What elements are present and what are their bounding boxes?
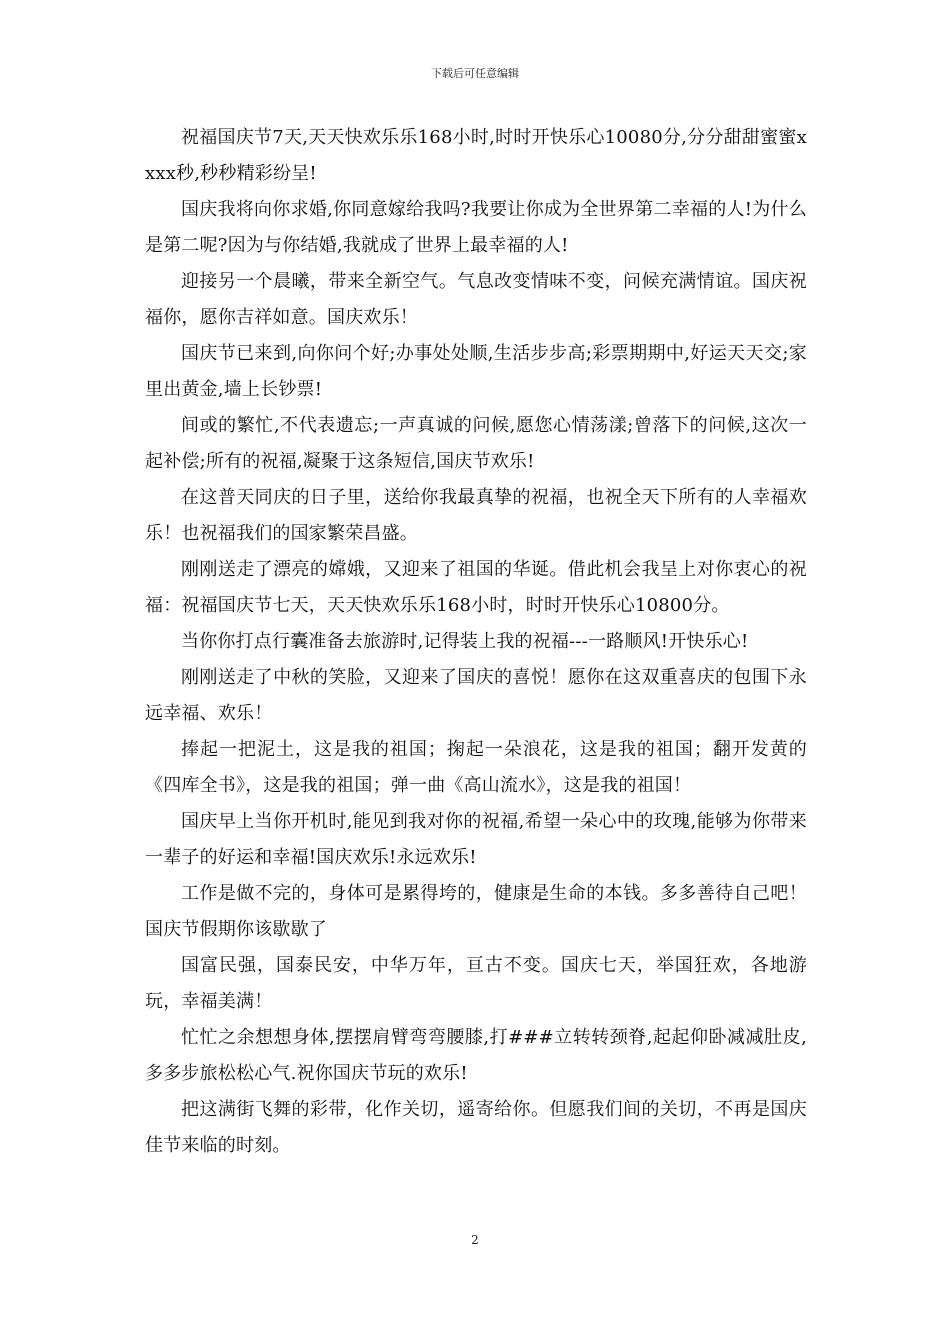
page-header: 下载后可任意编辑 xyxy=(431,67,519,80)
paragraph: 把这满街飞舞的彩带，化作关切，遥寄给你。但愿我们间的关切，不再是国庆佳节来临的时刻。 xyxy=(145,1099,807,1156)
paragraph: 当你你打点行囊准备去旅游时,记得装上我的祝福---一路顺风!开快乐心! xyxy=(181,631,749,652)
paragraph: 祝福国庆节7天,天天快欢乐乐168小时,时时开快乐心10080分,分分甜甜蜜蜜xxxx秒,秒秒精彩纷呈! xyxy=(145,127,807,184)
paragraph: 工作是做不完的，身体可是累得垮的，健康是生命的本钱。多多善待自己吧！国庆节假期你该歇歇了 xyxy=(145,883,807,940)
paragraph: 国庆早上当你开机时,能见到我对你的祝福,希望一朵心中的玫瑰,能够为你带来一辈子的好运和幸福!国庆欢乐!永远欢乐! xyxy=(145,811,807,868)
paragraph: 在这普天同庆的日子里，送给你我最真挚的祝福，也祝全天下所有的人幸福欢乐！也祝福我们的国家繁荣昌盛。 xyxy=(145,487,807,544)
paragraph: 忙忙之余想想身体,摆摆肩臂弯弯腰膝,打###立转转颈脊,起起仰卧减减肚皮,多多步旅松松心气.祝你国庆节玩的欢乐! xyxy=(145,1027,807,1084)
paragraph: 国庆节已来到,向你问个好;办事处处顺,生活步步高;彩票期期中,好运天天交;家里出黄金,墙上长钞票! xyxy=(145,343,807,400)
paragraph: 刚刚送走了中秋的笑脸，又迎来了国庆的喜悦！愿你在这双重喜庆的包围下永远幸福、欢乐！ xyxy=(145,667,807,724)
paragraph: 刚刚送走了漂亮的嫦娥，又迎来了祖国的华诞。借此机会我呈上对你衷心的祝福：祝福国庆节七天，天天快欢乐乐168小时，时时开快乐心10800分。 xyxy=(145,559,807,616)
document-body xyxy=(145,120,807,1164)
paragraph: 国庆我将向你求婚,你同意嫁给我吗?我要让你成为全世界第二幸福的人!为什么是第二呢?因为与你结婚,我就成了世界上最幸福的人! xyxy=(145,199,807,256)
paragraph: 间或的繁忙,不代表遗忘;一声真诚的问候,愿您心情荡漾;曾落下的问候,这次一起补偿;所有的祝福,凝聚于这条短信,国庆节欢乐! xyxy=(145,415,807,472)
paragraph: 捧起一把泥土，这是我的祖国；掬起一朵浪花，这是我的祖国；翻开发黄的《四库全书》，这是我的祖国；弹一曲《高山流水》，这是我的祖国！ xyxy=(145,739,807,796)
paragraph: 国富民强，国泰民安，中华万年，亘古不变。国庆七天，举国狂欢，各地游玩，幸福美满！ xyxy=(145,955,807,1012)
paragraph: 迎接另一个晨曦，带来全新空气。气息改变情味不变，问候充满情谊。国庆祝福你，愿你吉祥如意。国庆欢乐！ xyxy=(145,271,807,328)
page-number: 2 xyxy=(471,1233,479,1247)
